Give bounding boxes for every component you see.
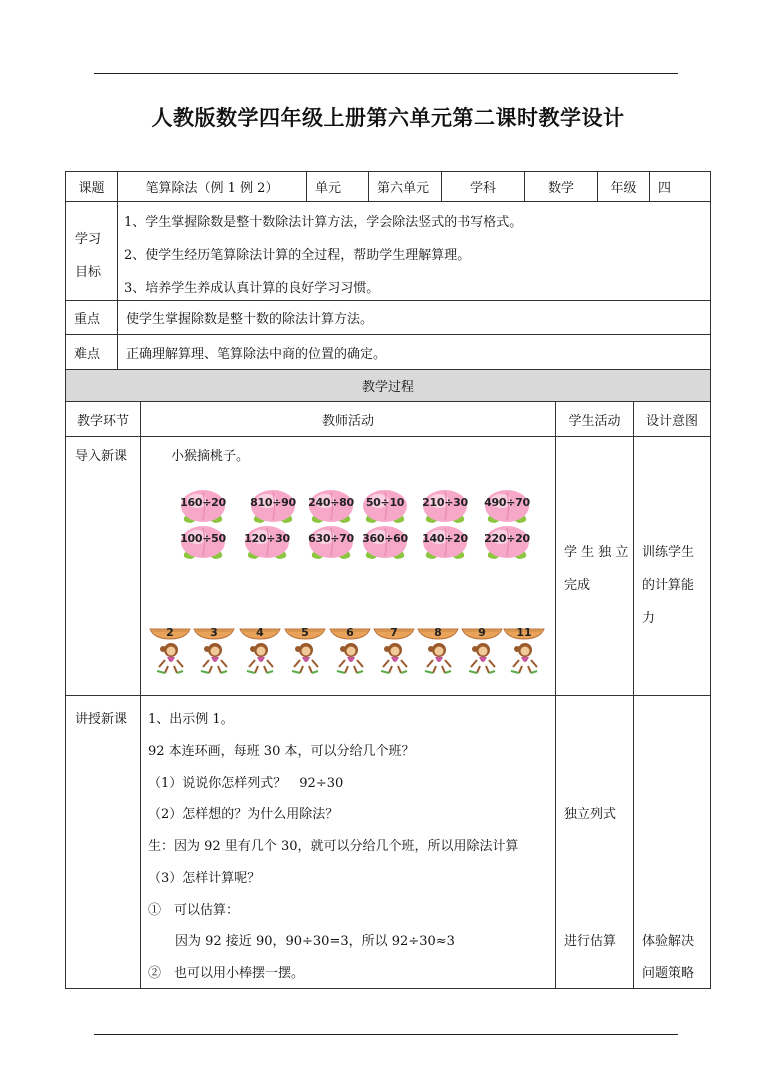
teach-line: 92 本连环画，每班 30 本，可以分给几个班？ xyxy=(148,744,415,759)
intro-stage-cell xyxy=(65,436,141,696)
basket-number: 6 xyxy=(346,626,354,639)
topic-label: 课题 xyxy=(65,171,118,202)
objective-item: 3、培养学生养成认真计算的良好学习习惯。 xyxy=(124,281,380,296)
teach-line: 1、出示例 1。 xyxy=(148,712,234,727)
intro-intent-line2: 的计算能 xyxy=(642,578,695,593)
peach-item xyxy=(247,487,299,525)
teach-intent-line2: 问题策略 xyxy=(642,966,695,981)
teach-teacher-cell xyxy=(140,695,556,989)
intro-teacher-cell xyxy=(140,436,556,696)
intro-caption: 小猴摘桃子。 xyxy=(171,449,250,464)
teach-stage-cell xyxy=(65,695,141,989)
peach-expression: 490÷70 xyxy=(484,496,530,509)
basket-number: 4 xyxy=(256,626,264,639)
unit-label: 单元 xyxy=(306,171,369,202)
peach-item xyxy=(481,523,533,561)
peach-item xyxy=(419,523,471,561)
objective-item: 2、使学生经历笔算除法计算的全过程，帮助学生理解算理。 xyxy=(124,248,471,263)
monkey-basket xyxy=(371,627,417,675)
peach-expression: 210÷30 xyxy=(422,496,468,509)
intro-intent-line3: 力 xyxy=(642,611,656,626)
peach-expression: 140÷20 xyxy=(422,532,468,545)
basket-number: 9 xyxy=(478,626,486,639)
peach-expression: 220÷20 xyxy=(484,532,530,545)
basket-number: 8 xyxy=(434,626,442,639)
teach-intent-cell xyxy=(633,695,711,989)
teach-line: （2）怎样想的？为什么用除法？ xyxy=(148,807,339,822)
intro-student-line1: 学 生 独 立 xyxy=(564,545,629,560)
grade-value: 四 xyxy=(649,171,711,202)
column-student: 学生活动 xyxy=(555,401,634,437)
monkey-basket xyxy=(237,627,283,675)
objectives-label xyxy=(65,201,118,301)
header-rule xyxy=(94,73,678,74)
basket-number: 7 xyxy=(390,626,398,639)
teach-line: 生：因为 92 里有几个 30，就可以分给几个班，所以用除法计算 xyxy=(148,839,519,854)
peach-expression: 630÷70 xyxy=(308,532,354,545)
process-header: 教学过程 xyxy=(65,369,711,402)
peach-item xyxy=(359,487,411,525)
subject-value: 数学 xyxy=(524,171,598,202)
peach-expression: 100÷50 xyxy=(180,532,226,545)
monkey-basket xyxy=(191,627,237,675)
key-point-label: 重点 xyxy=(65,300,118,335)
unit-value: 第六单元 xyxy=(368,171,442,202)
teach-stage: 讲授新课 xyxy=(75,712,128,727)
monkey-basket xyxy=(415,627,461,675)
teach-student-cell xyxy=(555,695,634,989)
basket-number: 3 xyxy=(210,626,218,639)
column-teacher: 教师活动 xyxy=(140,401,556,437)
peach-item xyxy=(177,523,229,561)
intro-stage: 导入新课 xyxy=(75,449,128,464)
column-stage: 教学环节 xyxy=(65,401,141,437)
grade-label: 年级 xyxy=(597,171,650,202)
monkey-basket xyxy=(459,627,505,675)
subject-label: 学科 xyxy=(441,171,525,202)
peach-expression: 50÷10 xyxy=(365,496,405,509)
column-intent: 设计意图 xyxy=(633,401,711,437)
objectives-label-line1: 学习 xyxy=(75,232,102,247)
teach-line: ① 可以估算： xyxy=(148,903,240,918)
peach-item xyxy=(241,523,293,561)
monkey-basket xyxy=(501,627,547,675)
objectives-label-line2: 目标 xyxy=(75,265,102,280)
teach-student-note2: 进行估算 xyxy=(564,934,617,949)
intro-intent-cell xyxy=(633,436,711,696)
footer-rule xyxy=(94,1034,678,1035)
basket-number: 5 xyxy=(301,626,309,639)
peach-item xyxy=(481,487,533,525)
monkey-basket xyxy=(327,627,373,675)
teach-line: ② 也可以用小棒摆一摆。 xyxy=(148,966,305,981)
peach-expression: 360÷60 xyxy=(362,532,408,545)
intro-intent-line1: 训练学生 xyxy=(642,545,695,560)
topic-value: 笔算除法（例 1 例 2） xyxy=(117,171,307,202)
teach-student-note1: 独立列式 xyxy=(564,807,617,822)
peach-item xyxy=(177,487,229,525)
page-title: 人教版数学四年级上册第六单元第二课时教学设计 xyxy=(151,106,625,130)
difficulty-text: 正确理解算理、笔算除法中商的位置的确定。 xyxy=(117,334,711,370)
intro-student-line2: 完成 xyxy=(564,578,591,593)
peach-item xyxy=(419,487,471,525)
teach-line: 因为 92 接近 90，90÷30=3，所以 92÷30≈3 xyxy=(175,934,455,949)
teach-line: （1）说说你怎样列式？ 92÷30 xyxy=(148,776,344,791)
peach-expression: 810÷90 xyxy=(250,496,296,509)
objective-item: 1、学生掌握除数是整十数除法计算方法，学会除法竖式的书写格式。 xyxy=(124,215,523,230)
teach-line: （3）怎样计算呢？ xyxy=(148,871,261,886)
peach-expression: 160÷20 xyxy=(180,496,226,509)
intro-student-cell xyxy=(555,436,634,696)
basket-number: 11 xyxy=(516,626,532,639)
difficulty-label: 难点 xyxy=(65,334,118,370)
peach-item xyxy=(305,487,357,525)
teach-intent-line1: 体验解决 xyxy=(642,934,695,949)
basket-number: 2 xyxy=(166,626,174,639)
peach-expression: 240÷80 xyxy=(308,496,354,509)
peach-expression: 120÷30 xyxy=(244,532,290,545)
monkey-basket xyxy=(147,627,193,675)
peach-item xyxy=(359,523,411,561)
key-point-text: 使学生掌握除数是整十数的除法计算方法。 xyxy=(117,300,711,335)
peach-item xyxy=(305,523,357,561)
monkey-basket xyxy=(282,627,328,675)
